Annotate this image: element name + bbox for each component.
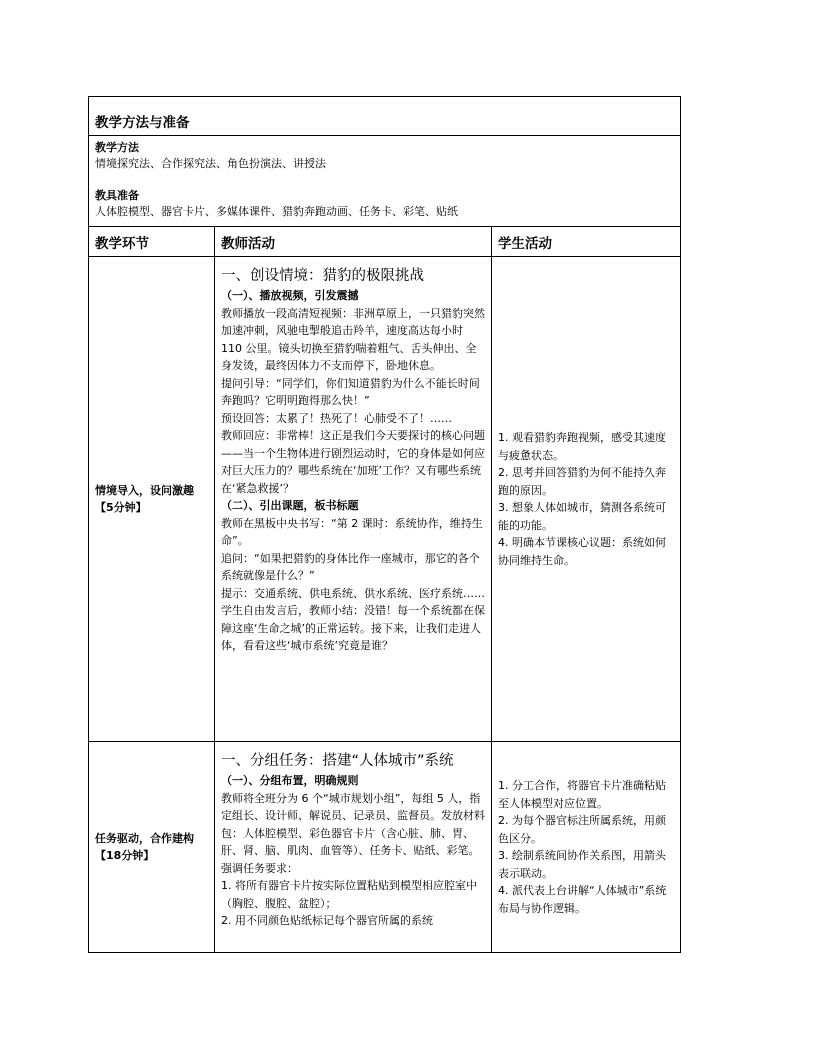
header-teacher: 教师活动	[215, 227, 492, 257]
activity-paragraph: 预设回答：太累了！热死了！心肺受不了！……	[221, 411, 452, 425]
student-item: 2. 为每个器官标注所属系统，用颜色区分。	[498, 814, 666, 845]
phase-cell: 任务驱动，合作建构【18分钟】	[89, 742, 215, 953]
tools-text: 人体腔模型、器官卡片、多媒体课件、猎豹奔跑动画、任务卡、彩笔、贴纸	[95, 205, 458, 218]
activity-heading: 一、创设情境：猎豹的极限挑战	[221, 268, 424, 284]
activity-paragraph: 教师在黑板中央书写：“第 2 课时：系统协作，维持生命”。	[221, 516, 483, 547]
activity-paragraph: 提示：交通系统、供电系统、供水系统、医疗系统……	[221, 586, 485, 600]
table-row	[89, 257, 681, 742]
methods-block	[89, 136, 681, 227]
column-header-row	[89, 227, 681, 257]
activity-paragraph: 追问：“如果把猎豹的身体比作一座城市，那它的各个系统就像是什么？”	[221, 551, 480, 582]
header-phase: 教学环节	[89, 227, 215, 257]
student-activity-cell	[492, 742, 681, 953]
table-row	[89, 742, 681, 953]
student-item: 4. 明确本节课核心议题：系统如何协同维持生命。	[498, 536, 666, 567]
activity-paragraph: 提问引导：“同学们，你们知道猎豹为什么不能长时间奔跑吗？它明明跑得那么快！”	[221, 376, 480, 407]
section-title: 教学方法与准备	[89, 97, 681, 136]
student-item: 1. 分工合作，将器官卡片准确粘贴至人体模型对应位置。	[498, 779, 666, 810]
lesson-plan-page	[88, 96, 680, 953]
methods-heading: 教学方法	[95, 141, 139, 154]
activity-paragraph: 教师将全班分为 6 个“城市规划小组”，每组 5 人，指定组长、设计师、解说员、记录员、监督员。发放材料包：人体腔模型、彩色器官卡片（含心脏、肺、胃、肝、肾、脑、肌肉、血管等）、任务卡、贴纸、彩笔。	[221, 791, 485, 857]
student-item: 3. 想象人体如城市，猜测各系统可能的功能。	[498, 501, 666, 532]
lesson-plan-table	[88, 96, 681, 953]
activity-heading: 一、分组任务：搭建“人体城市”系统	[221, 753, 454, 769]
student-item: 1. 观看猎豹奔跑视频，感受其速度与疲惫状态。	[498, 431, 666, 462]
methods-text: 情境探究法、合作探究法、角色扮演法、讲授法	[95, 157, 326, 170]
activity-paragraph: 强调任务要求：	[221, 861, 298, 875]
phase-cell: 情境导入，设问激趣【5分钟】	[89, 257, 215, 742]
student-item: 3. 绘制系统间协作关系图，用箭头表示联动。	[498, 849, 666, 880]
activity-paragraph: 学生自由发言后，教师小结：没错！每一个系统都在保障这座‘生命之城’的正常运转。接下来，让我们走进人体，看看这些‘城市系统’究竟是谁？	[221, 604, 485, 652]
activity-paragraph: 教师播放一段高清短视频：非洲草原上，一只猎豹突然加速冲刺，风驰电掣般追击羚羊，速度高达每小时 110 公里。镜头切换至猎豹喘着粗气、舌头伸出、全身发烫，最终因体力不支而停下，卧地休息。	[221, 306, 485, 372]
student-activity-cell	[492, 257, 681, 742]
activity-paragraph: 1. 将所有器官卡片按实际位置粘贴到模型相应腔室中（胸腔、腹腔、盆腔）；	[221, 879, 477, 910]
teacher-activity-cell	[215, 742, 492, 953]
header-student: 学生活动	[492, 227, 681, 257]
teacher-activity-cell	[215, 257, 492, 742]
activity-paragraph: 教师回应：非常棒！这正是我们今天要探讨的核心问题——当一个生物体进行剧烈运动时，它的身体是如何应对巨大压力的？哪些系统在‘加班’工作？又有哪些系统在‘紧急救援’？	[221, 429, 485, 495]
activity-subheading: （一）、分组布置，明确规则	[221, 774, 359, 787]
activity-paragraph: 2. 用不同颜色贴纸标记每个器官所属的系统	[221, 914, 433, 927]
student-item: 2. 思考并回答猎豹为何不能持久奔跑的原因。	[498, 466, 666, 497]
activity-subheading: （二）、引出课题，板书标题	[221, 499, 359, 512]
student-item: 4. 派代表上台讲解“人体城市”系统布局与协作逻辑。	[498, 884, 667, 915]
activity-subheading: （一）、播放视频，引发震撼	[221, 289, 359, 302]
tools-heading: 教具准备	[95, 189, 139, 202]
